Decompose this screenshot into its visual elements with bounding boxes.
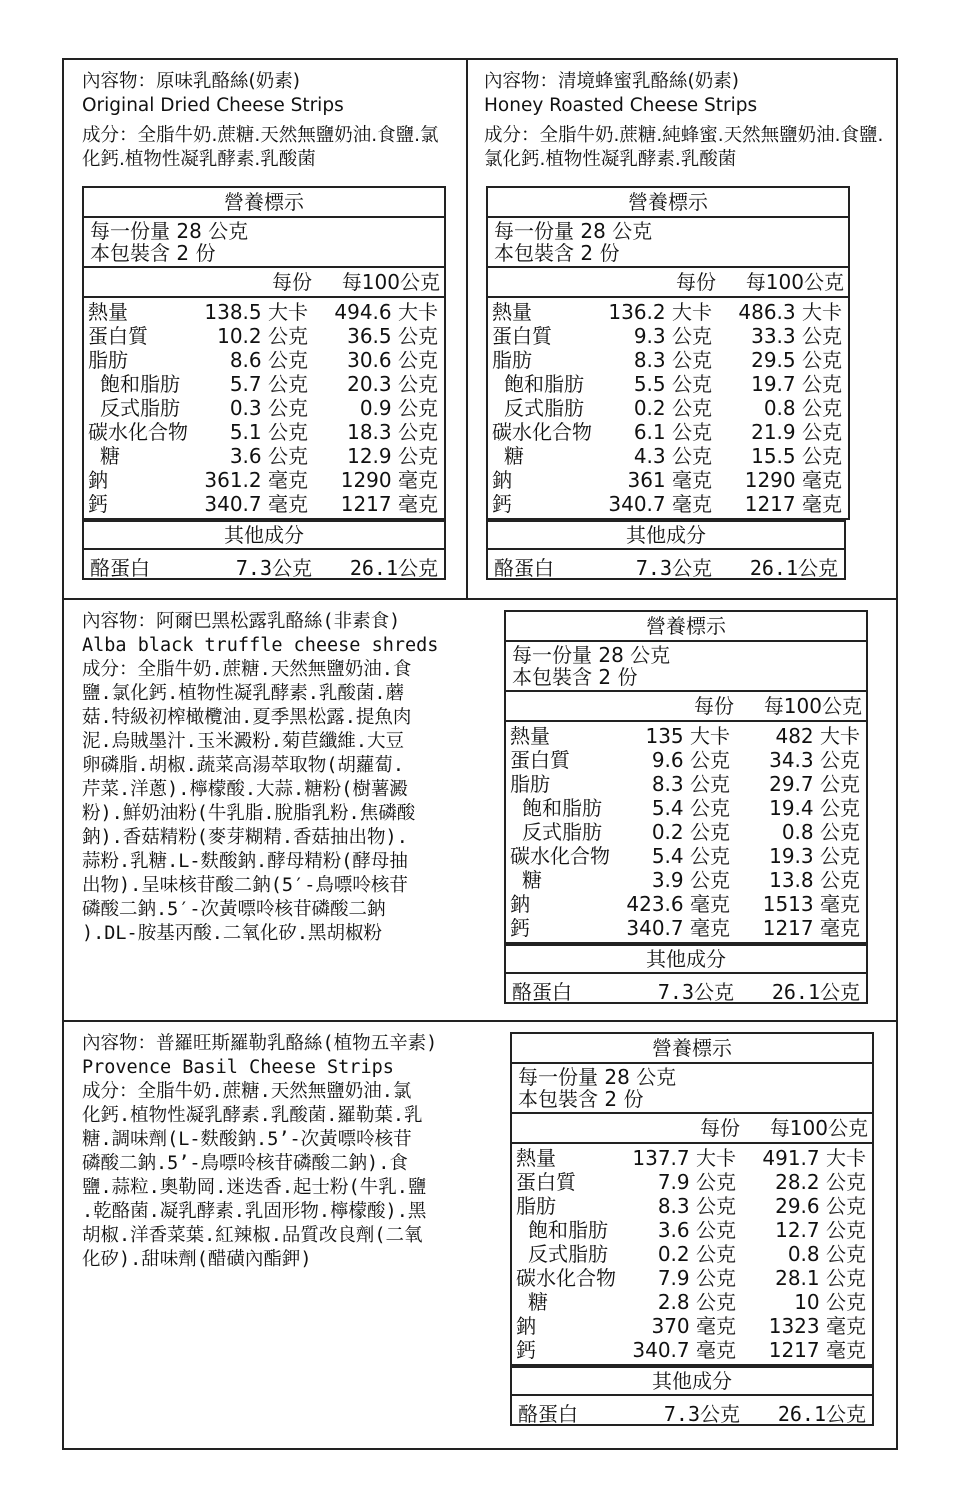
nutrition-row [488,492,848,516]
serving-size: 每一份量 28 公克 [518,1065,677,1089]
nutrient-per-serving: 3.6 公克 [657,1218,736,1242]
nutrient-per-serving: 5.7 公克 [229,372,308,396]
serving-size: 每一份量 28 公克 [512,643,671,667]
nutrient-per-100g: 0.8 公克 [781,820,860,844]
product-name: 內容物：清境蜂蜜乳酪絲(奶素) [484,71,739,92]
nutrient-label: 蛋白質 [516,1170,576,1194]
nutrient-label: 碳水化合物 [88,420,188,444]
nutrient-per-100g: 0.8 公克 [763,396,842,420]
other-per-serving: 7.3公克 [635,556,712,580]
product-english-name: Provence Basil Cheese Strips [82,1057,394,1078]
nutrient-per-100g: 1217 毫克 [762,916,860,940]
nutrient-label: 碳水化合物 [492,420,592,444]
nutrition-row [84,420,444,444]
nutrient-per-serving: 0.2 公克 [651,820,730,844]
nutrition-row [512,1290,872,1314]
nutrient-per-serving: 8.3 公克 [651,772,730,796]
nutrient-per-100g: 36.5 公克 [347,324,438,348]
nutrient-per-serving: 10.2 公克 [217,324,308,348]
other-label: 酪蛋白 [518,1402,578,1426]
divider-vertical [466,60,468,598]
nutrient-per-100g: 1217 毫克 [340,492,438,516]
nutrient-label: 反式脂肪 [504,396,584,420]
product-info-original [82,70,454,172]
nutrition-row [84,348,444,372]
nutrient-per-100g: 494.6 大卡 [334,300,438,324]
ingredients-line: 出物).呈味核苷酸二鈉(5′-鳥嘌呤核苷 [82,875,408,896]
nutrient-per-100g: 12.9 公克 [347,444,438,468]
nutrition-row [84,324,444,348]
nutrient-label: 飽和脂肪 [504,372,584,396]
other-title: 其他成分 [512,1368,872,1396]
nutrient-per-serving: 135 大卡 [645,724,730,748]
nutrient-per-serving: 4.3 公克 [633,444,712,468]
nutrient-label: 糖 [504,444,524,468]
other-label: 酪蛋白 [494,556,554,580]
nutrient-per-serving: 8.3 公克 [657,1194,736,1218]
ingredients-line: 鹽.蒜粒.奧勒岡.迷迭香.起士粉(牛乳.鹽 [82,1177,427,1198]
nutrition-row [512,1218,872,1242]
other-ingredients-table [504,944,868,1004]
nutrient-label: 蛋白質 [510,748,570,772]
ingredients-line: 泥.烏賊墨汁.玉米澱粉.菊苣纖維.大豆 [82,731,405,752]
nutrition-row [84,396,444,420]
nutrition-row [506,724,866,748]
nutrient-label: 脂肪 [510,772,550,796]
ingredients-line: 磷酸二鈉.5′-次黃嘌呤核苷磷酸二鈉 [82,899,386,920]
nutrient-label: 糖 [522,868,542,892]
nutrition-row [488,324,848,348]
nutrient-per-serving: 6.1 公克 [633,420,712,444]
nutrition-row [512,1314,872,1338]
ingredients-text [82,1080,502,1272]
nutrient-label: 飽和脂肪 [528,1218,608,1242]
servings-per-pack: 本包裝含 2 份 [494,241,620,265]
ingredients-text: 成分：全脂牛奶.蔗糖.天然無鹽奶油.食鹽.氯化鈣.植物性凝乳酵素.乳酸菌 [82,125,439,170]
header-per-serving: 每份 [676,270,716,294]
nutrient-per-serving: 340.7 毫克 [204,492,308,516]
ingredients-line: 化矽).甜味劑(醋磺內酯鉀) [82,1249,312,1270]
nutrient-per-serving: 5.5 公克 [633,372,712,396]
nutrient-label: 反式脂肪 [522,820,602,844]
nutrient-per-100g: 29.5 公克 [751,348,842,372]
divider-horizontal-1 [64,598,896,600]
product-info-truffle [82,610,492,946]
nutrient-label: 鈣 [516,1338,536,1362]
nutrient-label: 鈉 [510,892,530,916]
nutrient-label: 反式脂肪 [100,396,180,420]
product-english-name: Alba black truffle cheese shreds [82,635,439,656]
nutrition-row [506,748,866,772]
ingredients-line: 磷酸二鈉.5’-鳥嘌呤核苷磷酸二鈉).食 [82,1153,408,1174]
nutrition-row [488,396,848,420]
nutrient-per-serving: 8.6 公克 [229,348,308,372]
nutrient-per-serving: 423.6 毫克 [626,892,730,916]
product-name: 內容物：阿爾巴黑松露乳酪絲(非素食) [82,611,401,632]
nutrition-row [84,372,444,396]
other-per-100g: 26.1公克 [349,556,438,580]
nutrient-label: 脂肪 [492,348,532,372]
nutrient-per-serving: 370 毫克 [651,1314,736,1338]
nutrition-row [506,796,866,820]
nutrition-row [488,444,848,468]
nutrition-row [488,300,848,324]
ingredients-line: 芹菜.洋蔥).檸檬酸.大蒜.糖粉(樹薯澱 [82,779,408,800]
nutrient-per-serving: 361 毫克 [627,468,712,492]
other-title: 其他成分 [488,522,844,550]
nutrient-label: 碳水化合物 [510,844,610,868]
ingredients-line: 成分：全脂牛奶.蔗糖.天然無鹽奶油.食 [82,659,412,680]
nutrition-row [488,348,848,372]
nutrition-row [506,868,866,892]
nutrition-title: 營養標示 [506,612,866,642]
nutrient-per-serving: 8.3 公克 [633,348,712,372]
ingredients-line: 蒜粉.乳糖.L-麩酸鈉.酵母精粉(酵母抽 [82,851,408,872]
nutrition-row [512,1266,872,1290]
nutrition-title: 營養標示 [488,188,848,218]
nutrition-row [488,468,848,492]
nutrient-label: 碳水化合物 [516,1266,616,1290]
nutrition-table [82,186,446,520]
nutrient-label: 脂肪 [516,1194,556,1218]
nutrient-per-100g: 0.8 公克 [787,1242,866,1266]
ingredients-line: .乾酪菌.凝乳酵素.乳固形物.檸檬酸).黑 [82,1201,427,1222]
header-per-100g: 每100公克 [769,1116,868,1140]
servings-per-pack: 本包裝含 2 份 [518,1087,644,1111]
nutrient-per-100g: 13.8 公克 [769,868,860,892]
nutrient-per-100g: 21.9 公克 [751,420,842,444]
nutrient-label: 熱量 [492,300,532,324]
nutrient-per-100g: 28.1 公克 [775,1266,866,1290]
nutrition-title: 營養標示 [512,1034,872,1064]
nutrient-per-100g: 1323 毫克 [768,1314,866,1338]
nutrient-per-serving: 0.3 公克 [229,396,308,420]
nutrient-label: 飽和脂肪 [522,796,602,820]
nutrient-per-serving: 7.9 公克 [657,1266,736,1290]
other-ingredients-table [510,1366,874,1426]
nutrient-label: 鈣 [492,492,512,516]
nutrition-row [512,1242,872,1266]
product-english-name: Original Dried Cheese Strips [82,95,344,116]
nutrient-per-serving: 340.7 毫克 [632,1338,736,1362]
ingredients-line: 菇.特級初榨橄欖油.夏季黑松露.提魚肉 [82,707,412,728]
ingredients-line: 糖.調味劑(L-麩酸鈉.5’-次黃嘌呤核苷 [82,1129,412,1150]
nutrition-row [506,844,866,868]
nutrition-row [512,1170,872,1194]
nutrient-label: 熱量 [516,1146,556,1170]
nutrition-row [84,492,444,516]
nutrient-per-serving: 340.7 毫克 [626,916,730,940]
ingredients-line: 卵磷脂.胡椒.蔬菜高湯萃取物(胡蘿蔔. [82,755,405,776]
nutrient-per-100g: 12.7 公克 [775,1218,866,1242]
divider-horizontal-2 [64,1020,896,1022]
nutrient-per-serving: 137.7 大卡 [632,1146,736,1170]
nutrient-per-serving: 0.2 公克 [657,1242,736,1266]
nutrient-per-100g: 18.3 公克 [347,420,438,444]
other-per-serving: 7.3公克 [235,556,312,580]
nutrition-row [506,772,866,796]
nutrient-per-100g: 1513 毫克 [762,892,860,916]
nutrition-table [504,610,868,944]
header-per-serving: 每份 [272,270,312,294]
other-ingredients-table [486,520,846,580]
header-per-100g: 每100公克 [763,694,862,718]
nutrient-per-100g: 30.6 公克 [347,348,438,372]
nutrient-per-serving: 5.1 公克 [229,420,308,444]
header-per-serving: 每份 [700,1116,740,1140]
nutrient-label: 鈣 [510,916,530,940]
nutrient-label: 蛋白質 [492,324,552,348]
nutrient-label: 飽和脂肪 [100,372,180,396]
nutrient-per-100g: 29.6 公克 [775,1194,866,1218]
nutrient-per-100g: 19.3 公克 [769,844,860,868]
nutrient-per-100g: 0.9 公克 [359,396,438,420]
nutrient-label: 糖 [100,444,120,468]
nutrient-label: 鈉 [88,468,108,492]
header-per-100g: 每100公克 [341,270,440,294]
nutrient-per-serving: 136.2 大卡 [608,300,712,324]
nutrient-per-100g: 33.3 公克 [751,324,842,348]
nutrition-table [510,1032,874,1366]
other-per-serving: 7.3公克 [663,1402,740,1426]
nutrition-row [512,1338,872,1362]
nutrient-label: 鈉 [516,1314,536,1338]
nutrient-label: 反式脂肪 [528,1242,608,1266]
nutrient-label: 鈉 [492,468,512,492]
serving-size: 每一份量 28 公克 [494,219,653,243]
header-per-serving: 每份 [694,694,734,718]
nutrition-row [512,1146,872,1170]
nutrient-per-serving: 0.2 公克 [633,396,712,420]
other-label: 酪蛋白 [90,556,150,580]
nutrient-per-serving: 9.3 公克 [633,324,712,348]
nutrient-per-serving: 3.9 公克 [651,868,730,892]
ingredients-line: 鹽.氯化鈣.植物性凝乳酵素.乳酸菌.蘑 [82,683,405,704]
servings-per-pack: 本包裝含 2 份 [90,241,216,265]
nutrient-per-serving: 361.2 毫克 [204,468,308,492]
servings-per-pack: 本包裝含 2 份 [512,665,638,689]
nutrient-per-100g: 19.4 公克 [769,796,860,820]
nutrient-per-100g: 28.2 公克 [775,1170,866,1194]
nutrition-table [486,186,850,520]
nutrition-row [506,820,866,844]
ingredients-line: 成分：全脂牛奶.蔗糖.天然無鹽奶油.氯 [82,1081,412,1102]
other-per-100g: 26.1公克 [777,1402,866,1426]
other-per-serving: 7.3公克 [657,980,734,1004]
ingredients-line: 粉).鮮奶油粉(牛乳脂.脫脂乳粉.焦磷酸 [82,803,416,824]
nutrient-label: 糖 [528,1290,548,1314]
other-label: 酪蛋白 [512,980,572,1004]
nutrition-row [488,420,848,444]
ingredients-text: 成分：全脂牛奶.蔗糖.純蜂蜜.天然無鹽奶油.食鹽.氯化鈣.植物性凝乳酵素.乳酸菌 [484,125,884,170]
nutrient-label: 熱量 [510,724,550,748]
nutrient-per-100g: 1290 毫克 [340,468,438,492]
product-info-basil [82,1032,502,1272]
nutrition-row [512,1194,872,1218]
ingredients-line: 胡椒.洋香菜葉.紅辣椒.品質改良劑(二氧 [82,1225,423,1246]
nutrient-per-serving: 7.9 公克 [657,1170,736,1194]
product-name: 內容物：普羅旺斯羅勒乳酪絲(植物五辛素) [82,1033,438,1054]
nutrition-title: 營養標示 [84,188,444,218]
nutrient-label: 脂肪 [88,348,128,372]
nutrition-row [84,300,444,324]
nutrient-per-100g: 20.3 公克 [347,372,438,396]
nutrient-per-100g: 482 大卡 [775,724,860,748]
other-per-100g: 26.1公克 [771,980,860,1004]
nutrient-per-serving: 2.8 公克 [657,1290,736,1314]
nutrient-per-100g: 1217 毫克 [768,1338,866,1362]
nutrient-per-100g: 486.3 大卡 [738,300,842,324]
nutrient-per-100g: 1217 毫克 [744,492,842,516]
nutrient-per-100g: 15.5 公克 [751,444,842,468]
nutrient-per-100g: 1290 毫克 [744,468,842,492]
other-per-100g: 26.1公克 [749,556,838,580]
nutrient-label: 蛋白質 [88,324,148,348]
nutrient-per-100g: 19.7 公克 [751,372,842,396]
nutrient-per-100g: 10 公克 [794,1290,866,1314]
product-info-honey [484,70,884,172]
ingredients-line: 鈉).香菇精粉(麥芽糊精.香菇抽出物). [82,827,408,848]
nutrient-per-serving: 9.6 公克 [651,748,730,772]
nutrition-row [506,892,866,916]
other-ingredients-table [82,520,446,580]
other-title: 其他成分 [84,522,444,550]
nutrient-per-100g: 491.7 大卡 [762,1146,866,1170]
nutrient-per-serving: 5.4 公克 [651,844,730,868]
nutrition-row [84,444,444,468]
nutrition-row [84,468,444,492]
nutrient-per-serving: 340.7 毫克 [608,492,712,516]
product-english-name: Honey Roasted Cheese Strips [484,95,758,116]
product-name: 內容物：原味乳酪絲(奶素) [82,71,300,92]
nutrient-per-100g: 34.3 公克 [769,748,860,772]
header-per-100g: 每100公克 [745,270,844,294]
nutrition-row [506,916,866,940]
nutrient-per-serving: 3.6 公克 [229,444,308,468]
other-title: 其他成分 [506,946,866,974]
ingredients-line: 化鈣.植物性凝乳酵素.乳酸菌.羅勒葉.乳 [82,1105,423,1126]
nutrient-per-100g: 29.7 公克 [769,772,860,796]
nutrient-label: 熱量 [88,300,128,324]
nutrient-per-serving: 5.4 公克 [651,796,730,820]
nutrient-label: 鈣 [88,492,108,516]
nutrient-per-serving: 138.5 大卡 [204,300,308,324]
ingredients-text [82,658,492,946]
serving-size: 每一份量 28 公克 [90,219,249,243]
nutrition-row [488,372,848,396]
ingredients-line: ).DL-胺基丙酸.二氧化矽.黑胡椒粉 [82,923,382,944]
